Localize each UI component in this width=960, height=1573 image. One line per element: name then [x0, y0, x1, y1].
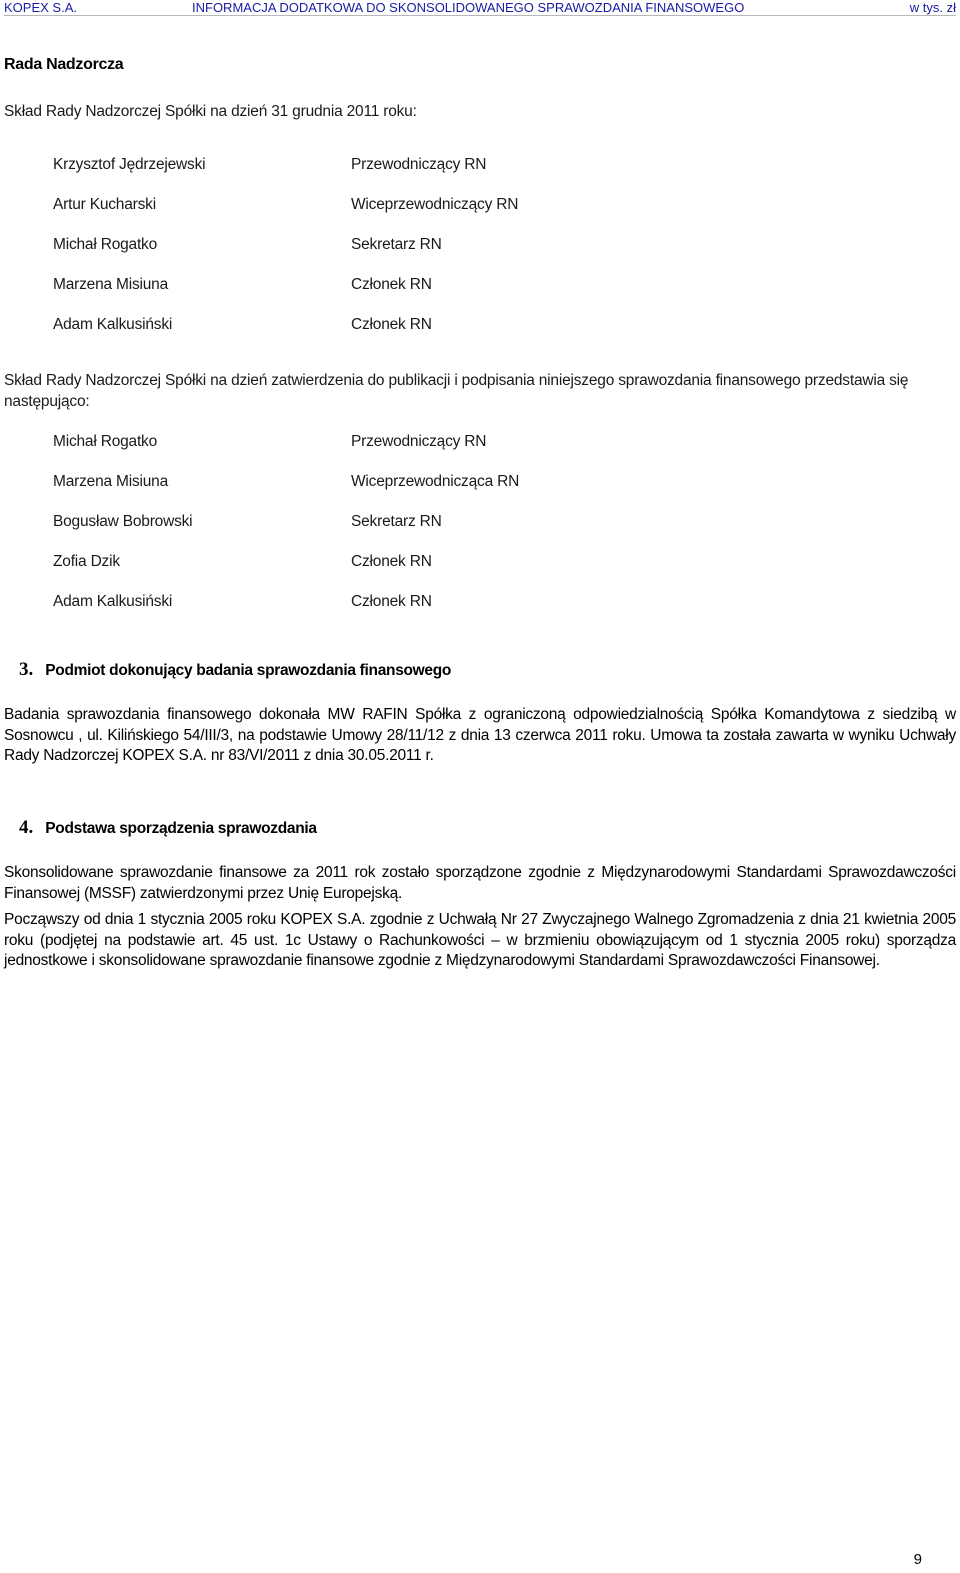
- member-name: Krzysztof Jędrzejewski: [53, 156, 206, 173]
- member-role: Wiceprzewodnicząca RN: [351, 473, 520, 490]
- member-name: Zofia Dzik: [53, 553, 120, 570]
- section-3-text: Badania sprawozdania finansowego dokonała MW RAFIN Spółka z ograniczoną odpowiedzialnością Spółka Komandytowa z siedzibą w Sosnowcu , ul. Kilińskiego 54/III/3, na podstawie Umowy 28/11/12 z dnia 13 czerwca 2011 roku. Umowa ta została zawarta w wyniku Uchwały Rady Nadzorczej KOPEX S.A. nr 83/VI/2011 z dnia 30.05.2011 r.: [4, 706, 956, 764]
- member-role: Przewodniczący RN: [351, 433, 487, 450]
- member-role: Członek RN: [351, 316, 432, 333]
- member-role: Członek RN: [351, 553, 432, 570]
- section-4-heading: [19, 817, 317, 839]
- member-name: Michał Rogatko: [53, 236, 158, 253]
- page-header: [4, 0, 956, 16]
- member-role: Przewodniczący RN: [351, 156, 487, 173]
- section-heading-text: Podstawa sporządzenia sprawozdania: [45, 820, 317, 837]
- page-number: 9: [913, 1551, 922, 1568]
- member-role: Wiceprzewodniczący RN: [351, 196, 519, 213]
- member-name: Bogusław Bobrowski: [53, 513, 193, 530]
- member-name: Michał Rogatko: [53, 433, 158, 450]
- member-role: Członek RN: [351, 276, 432, 293]
- section-title: Rada Nadzorcza: [4, 56, 124, 73]
- section-number: 3.: [19, 659, 34, 680]
- member-name: Adam Kalkusiński: [53, 316, 173, 333]
- member-name: Marzena Misiuna: [53, 473, 169, 490]
- section-4-text-2: Począwszy od dnia 1 stycznia 2005 roku KOPEX S.A. zgodnie z Uchwałą Nr 27 Zwyczajnego Walnego Zgromadzenia z dnia 21 kwietnia 2005 roku (podjętej na podstawie art. 45 ust. 1c Ustawy o Rachunkowości – w brzmieniu obowiązującym od 1 stycznia 2005 roku) sporządza jednostkowe i skonsolidowane sprawozdanie finansowe zgodnie z Międzynarodowymi Standardami Sprawozdawczości Finansowej.: [4, 911, 956, 969]
- header-unit: w tys. zł: [909, 0, 956, 15]
- header-title: INFORMACJA DODATKOWA DO SKONSOLIDOWANEGO SPRAWOZDANIA FINANSOWEGO: [192, 0, 745, 15]
- member-role: Sekretarz RN: [351, 513, 442, 530]
- member-name: Adam Kalkusiński: [53, 593, 173, 610]
- member-role: Sekretarz RN: [351, 236, 442, 253]
- member-name: Marzena Misiuna: [53, 276, 169, 293]
- member-role: Członek RN: [351, 593, 432, 610]
- section-4-text-1: Skonsolidowane sprawozdanie finansowe za 2011 rok zostało sporządzone zgodnie z Międzynarodowymi Standardami Sprawozdawczości Finansowej (MSSF) zatwierdzonymi przez Unię Europejską.: [4, 864, 956, 902]
- header-company: KOPEX S.A.: [4, 0, 77, 15]
- member-name: Artur Kucharski: [53, 196, 156, 213]
- composition-approval-intro: Skład Rady Nadzorczej Spółki na dzień zatwierdzenia do publikacji i podpisania niniejszego sprawozdania finansowego przedstawia się następująco:: [4, 372, 909, 410]
- section-3-heading: [19, 659, 451, 681]
- section-number: 4.: [19, 817, 34, 838]
- composition-intro: Skład Rady Nadzorczej Spółki na dzień 31 grudnia 2011 roku:: [4, 103, 417, 120]
- section-heading-text: Podmiot dokonujący badania sprawozdania finansowego: [45, 662, 452, 679]
